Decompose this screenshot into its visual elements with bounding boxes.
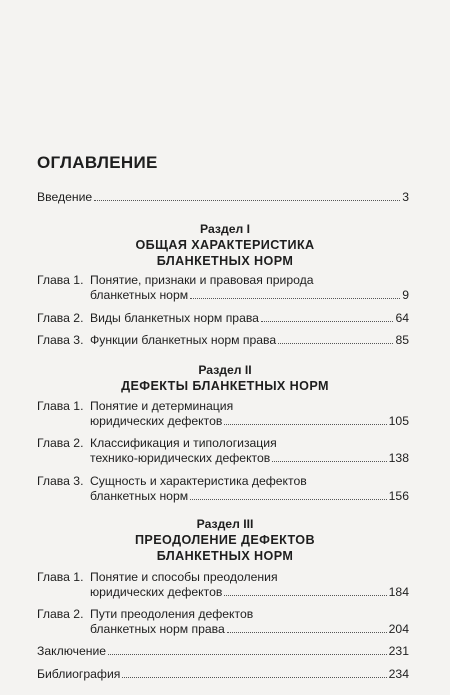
toc-entry-conclusion[interactable]: [37, 644, 409, 659]
toc-entry-chapter[interactable]: [37, 399, 409, 429]
chapter-label: Глава 3.: [37, 333, 84, 347]
dot-leader: [122, 677, 386, 678]
entry-title: Классификация и типологизация: [90, 436, 277, 450]
section-heading-2: [0, 362, 450, 394]
entry-title: юридических дефектов: [90, 414, 223, 428]
chapter-label: Глава 3.: [37, 474, 84, 488]
page-number: 231: [388, 644, 409, 658]
entry-title: Введение: [37, 190, 93, 204]
dot-leader: [224, 424, 386, 425]
entry-title: Виды бланкетных норм права: [90, 311, 259, 325]
dot-leader: [190, 298, 400, 299]
dot-leader: [227, 632, 387, 633]
chapter-label: Глава 2.: [37, 436, 84, 450]
entry-title: бланкетных норм: [90, 489, 189, 503]
toc-entry-chapter[interactable]: [37, 273, 409, 303]
section-title-line: ДЕФЕКТЫ БЛАНКЕТНЫХ НОРМ: [121, 379, 329, 393]
dot-leader: [278, 343, 393, 344]
section-title-line: ПРЕОДОЛЕНИЕ ДЕФЕКТОВ: [134, 533, 315, 547]
dot-leader: [272, 461, 386, 462]
section-title-line: БЛАНКЕТНЫХ НОРМ: [156, 549, 294, 563]
toc-entry-chapter[interactable]: [37, 333, 409, 348]
section-label: Раздел I: [200, 222, 250, 236]
entry-title: Заключение: [37, 644, 107, 658]
dot-leader: [224, 595, 386, 596]
chapter-label: Глава 1.: [37, 273, 84, 287]
dot-leader: [108, 654, 387, 655]
toc-entry-chapter[interactable]: [37, 311, 409, 326]
toc-entry-bibliography[interactable]: [37, 667, 409, 682]
page-number: 9: [402, 288, 409, 302]
section-title-line: ОБЩАЯ ХАРАКТЕРИСТИКА: [135, 238, 315, 252]
entry-title: юридических дефектов: [90, 585, 223, 599]
chapter-label: Глава 1.: [37, 399, 84, 413]
toc-heading: ОГЛАВЛЕНИЕ: [37, 153, 158, 172]
entry-title: Пути преодоления дефектов: [90, 607, 254, 621]
page-number: 234: [388, 667, 409, 681]
entry-title: Понятие, признаки и правовая природа: [90, 273, 314, 287]
chapter-label: Глава 1.: [37, 570, 84, 584]
dot-leader: [261, 321, 393, 322]
toc-entry-chapter[interactable]: [37, 570, 409, 600]
entry-title: бланкетных норм: [90, 288, 189, 302]
page-number: 138: [388, 451, 409, 465]
entry-title: технико-юридических дефектов: [90, 451, 271, 465]
page-number: 204: [388, 622, 409, 636]
entry-title: Понятие и способы преодоления: [90, 570, 278, 584]
chapter-label: Глава 2.: [37, 607, 84, 621]
toc-entry-chapter[interactable]: [37, 607, 409, 637]
page-number: 184: [388, 585, 409, 599]
toc-entry-chapter[interactable]: [37, 436, 409, 466]
entry-title: Понятие и детерминация: [90, 399, 234, 413]
chapter-label: Глава 2.: [37, 311, 84, 325]
page-number: 156: [388, 489, 409, 503]
section-heading-1: [0, 221, 450, 269]
page-number: 3: [402, 190, 409, 204]
toc-entry-chapter[interactable]: [37, 474, 409, 504]
section-label: Раздел III: [196, 517, 254, 531]
entry-title: Библиография: [37, 667, 121, 681]
entry-title: Функции бланкетных норм права: [90, 333, 277, 347]
entry-title: Сущность и характеристика дефектов: [90, 474, 307, 488]
entry-title: бланкетных норм права: [90, 622, 225, 636]
page-number: 85: [395, 333, 409, 347]
dot-leader: [190, 499, 387, 500]
section-heading-3: [0, 516, 450, 564]
dot-leader: [94, 200, 400, 201]
section-title-line: БЛАНКЕТНЫХ НОРМ: [156, 254, 294, 268]
page-number: 64: [395, 311, 409, 325]
section-label: Раздел II: [198, 363, 252, 377]
page-number: 105: [388, 414, 409, 428]
toc-entry-intro[interactable]: [37, 190, 409, 205]
